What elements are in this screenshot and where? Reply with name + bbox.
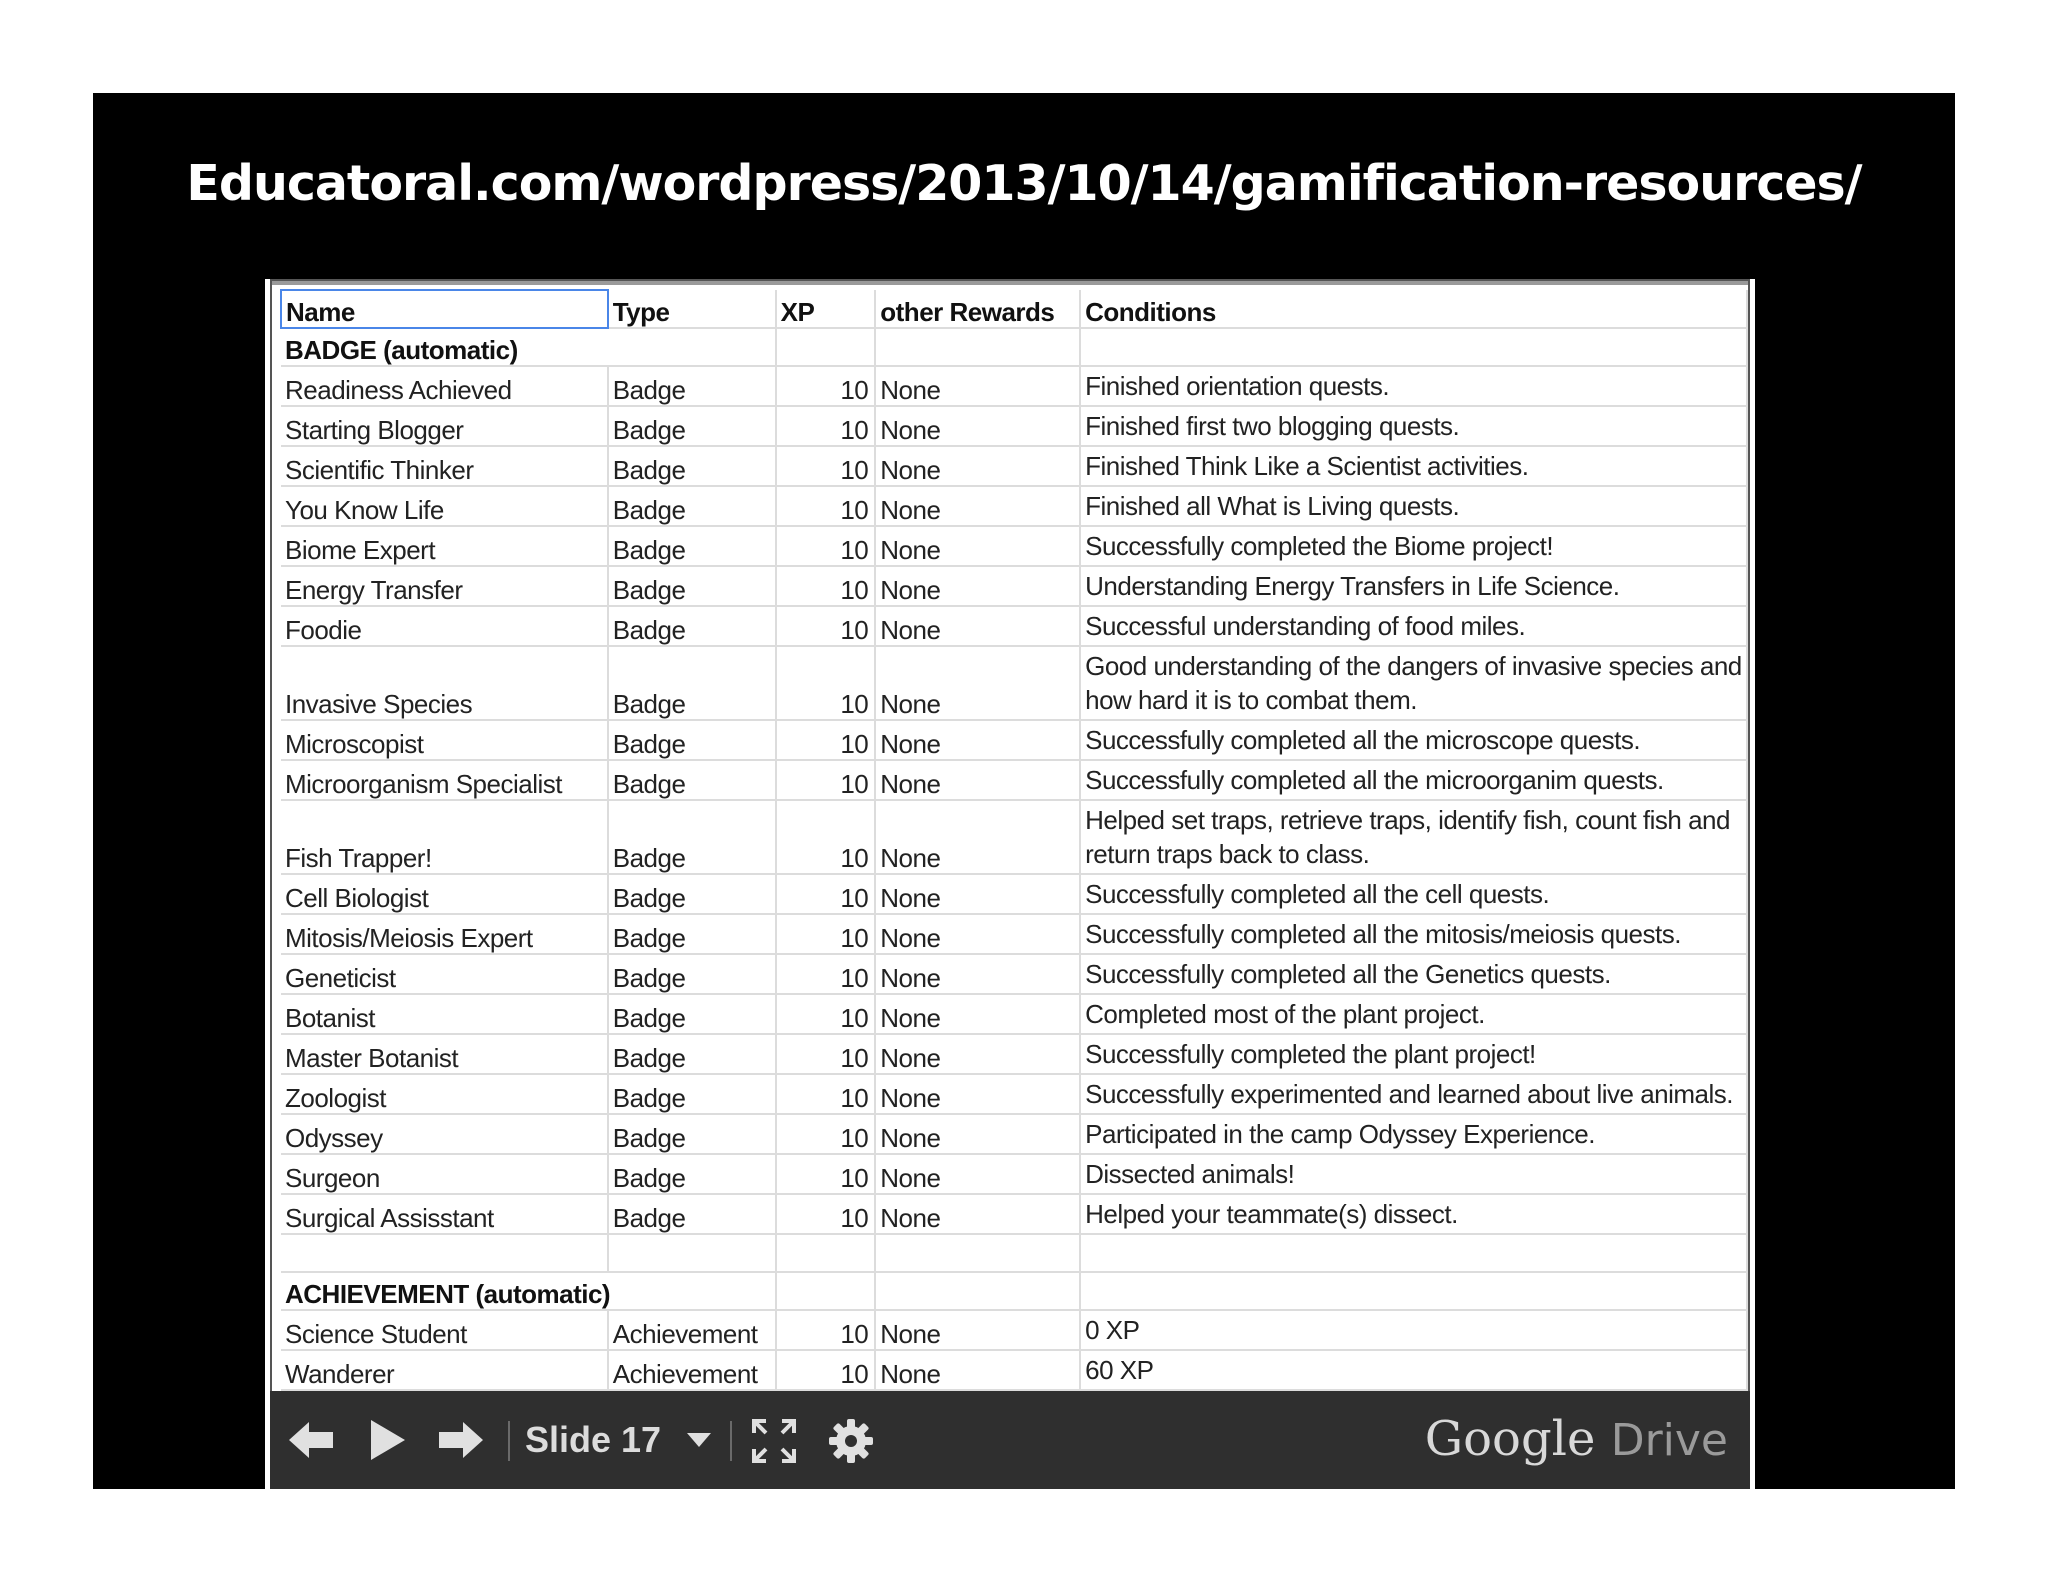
cell-type[interactable]: Badge (608, 526, 776, 566)
cell-xp[interactable]: 10 (776, 406, 876, 446)
cell-name[interactable]: Fish Trapper! (281, 800, 608, 874)
cell-condition[interactable]: Finished all What is Living quests. (1080, 486, 1747, 526)
cell-type[interactable]: Badge (608, 1114, 776, 1154)
gamification-table (280, 289, 1748, 1471)
cell-type[interactable]: Badge (608, 914, 776, 954)
section-row-achievement (281, 1272, 1747, 1310)
table-row (281, 914, 1747, 954)
cell-type[interactable]: Badge (608, 406, 776, 446)
table-row (281, 1034, 1747, 1074)
cell-type[interactable]: Badge (608, 1074, 776, 1114)
cell-reward[interactable]: None (875, 1074, 1080, 1114)
cell-xp[interactable]: 10 (776, 1114, 876, 1154)
cell-xp[interactable]: 10 (776, 994, 876, 1034)
cell-name[interactable]: Surgical Assisstant (281, 1194, 608, 1234)
cell-name[interactable]: Geneticist (281, 954, 608, 994)
cell-reward[interactable]: None (875, 1310, 1080, 1350)
cell-name[interactable]: Cell Biologist (281, 874, 608, 914)
back-arrow-icon[interactable] (284, 1415, 338, 1465)
cell-reward[interactable]: None (875, 760, 1080, 800)
cell-condition[interactable]: 60 XP (1080, 1350, 1747, 1390)
column-header-name[interactable]: Name (281, 290, 608, 328)
cell-reward[interactable]: None (875, 994, 1080, 1034)
cell-reward[interactable]: None (875, 800, 1080, 874)
cell-reward[interactable]: None (875, 366, 1080, 406)
brand-google: Google (1424, 1411, 1596, 1467)
cell-condition[interactable]: Successful understanding of food miles. (1080, 606, 1747, 646)
cell-reward[interactable]: None (875, 1154, 1080, 1194)
cell-condition[interactable]: Finished Think Like a Scientist activities. (1080, 446, 1747, 486)
cell-xp[interactable]: 10 (776, 1350, 876, 1390)
presentation-toolbar (270, 1391, 1750, 1489)
table-row (281, 1310, 1747, 1350)
brand-drive: Drive (1610, 1415, 1728, 1466)
cell-xp[interactable]: 10 (776, 1310, 876, 1350)
cell-type[interactable]: Badge (608, 1034, 776, 1074)
column-header-rewards[interactable]: other Rewards (875, 290, 1080, 328)
cell-condition[interactable]: Completed most of the plant project. (1080, 994, 1747, 1034)
cell-name[interactable]: Odyssey (281, 1114, 608, 1154)
cell-name[interactable]: Master Botanist (281, 1034, 608, 1074)
cell-reward[interactable]: None (875, 486, 1080, 526)
cell-type[interactable]: Badge (608, 1154, 776, 1194)
cell-condition[interactable]: Dissected animals! (1080, 1154, 1747, 1194)
cell-name[interactable]: Science Student (281, 1310, 608, 1350)
table-row (281, 566, 1747, 606)
cell-reward[interactable]: None (875, 720, 1080, 760)
cell-type[interactable]: Badge (608, 486, 776, 526)
cell-name[interactable]: Botanist (281, 994, 608, 1034)
section-row-badge (281, 328, 1747, 366)
cell-xp[interactable]: 10 (776, 760, 876, 800)
cell-xp[interactable]: 10 (776, 486, 876, 526)
cell-name[interactable]: You Know Life (281, 486, 608, 526)
cell-type[interactable]: Badge (608, 646, 776, 720)
table-row (281, 646, 1747, 720)
table-row (281, 954, 1747, 994)
cell-type[interactable]: Badge (608, 874, 776, 914)
slide (93, 93, 1955, 1489)
cell-condition[interactable]: Successfully completed all the microscope quests. (1080, 720, 1747, 760)
cell-name[interactable]: Energy Transfer (281, 566, 608, 606)
cell-xp[interactable]: 10 (776, 874, 876, 914)
cell-name[interactable]: Microorganism Specialist (281, 760, 608, 800)
cell-xp[interactable]: 10 (776, 1194, 876, 1234)
section-label-achievement[interactable]: ACHIEVEMENT (automatic) (281, 1272, 776, 1310)
cell-name[interactable]: Wanderer (281, 1350, 608, 1390)
slide-number-label[interactable]: Slide 17 (525, 1419, 662, 1460)
cell-xp[interactable]: 10 (776, 446, 876, 486)
cell-name[interactable]: Scientific Thinker (281, 446, 608, 486)
cell-xp[interactable]: 10 (776, 1074, 876, 1114)
cell-reward[interactable]: None (875, 1350, 1080, 1390)
cell-name[interactable]: Surgeon (281, 1154, 608, 1194)
cell-reward[interactable]: None (875, 874, 1080, 914)
cell-name[interactable]: Microscopist (281, 720, 608, 760)
cell-name[interactable]: Zoologist (281, 1074, 608, 1114)
column-header-xp[interactable]: XP (776, 290, 876, 328)
cell-reward[interactable]: None (875, 954, 1080, 994)
cell-xp[interactable]: 10 (776, 914, 876, 954)
cell-reward[interactable]: None (875, 1194, 1080, 1234)
table-row (281, 1350, 1747, 1390)
table-row (281, 486, 1747, 526)
cell-type[interactable]: Badge (608, 760, 776, 800)
cell-type[interactable]: Badge (608, 720, 776, 760)
cell-name[interactable]: Mitosis/Meiosis Expert (281, 914, 608, 954)
cell-condition[interactable]: Successfully completed all the Genetics quests. (1080, 954, 1747, 994)
header-row (281, 290, 1747, 328)
table-row (281, 1194, 1747, 1234)
cell-type[interactable]: Badge (608, 994, 776, 1034)
cell-xp[interactable]: 10 (776, 566, 876, 606)
cell-xp[interactable]: 10 (776, 606, 876, 646)
gear-icon[interactable] (825, 1415, 877, 1467)
slide-title: Educatoral.com/wordpress/2013/10/14/gamification-resources/ (186, 155, 1862, 212)
cell-reward[interactable]: None (875, 606, 1080, 646)
cell-type[interactable]: Achievement (608, 1310, 776, 1350)
cell-condition[interactable]: Successfully completed the Biome project! (1080, 526, 1747, 566)
cell-condition[interactable]: Successfully completed all the cell quests. (1080, 874, 1747, 914)
table-row (281, 406, 1747, 446)
cell-type[interactable]: Badge (608, 446, 776, 486)
cell-reward[interactable]: None (875, 1114, 1080, 1154)
cell-reward[interactable]: None (875, 1034, 1080, 1074)
toolbar-separator (508, 1421, 510, 1461)
cell-condition[interactable]: Helped set traps, retrieve traps, identify fish, count fish and return traps back to class. (1080, 800, 1747, 874)
cell-name[interactable]: Invasive Species (281, 646, 608, 720)
cell-condition[interactable]: Successfully completed all the microorganim quests. (1080, 760, 1747, 800)
sheet-top-band (272, 281, 1748, 285)
table-row (281, 526, 1747, 566)
cell-type[interactable]: Achievement (608, 1350, 776, 1390)
column-header-type[interactable]: Type (608, 290, 776, 328)
table-row (281, 446, 1747, 486)
cell-reward[interactable]: None (875, 914, 1080, 954)
toolbar-separator (730, 1421, 732, 1461)
cell-type[interactable]: Badge (608, 606, 776, 646)
cell-condition[interactable]: 0 XP (1080, 1310, 1747, 1350)
cell-condition[interactable]: Successfully completed the plant project! (1080, 1034, 1747, 1074)
forward-arrow-icon[interactable] (434, 1415, 488, 1465)
cell-name[interactable]: Readiness Achieved (281, 366, 608, 406)
table-row (281, 1074, 1747, 1114)
cell-type[interactable]: Badge (608, 566, 776, 606)
cell-name[interactable]: Foodie (281, 606, 608, 646)
table-row (281, 760, 1747, 800)
embedded-viewer (265, 279, 1755, 1489)
cell-reward[interactable]: None (875, 446, 1080, 486)
table-row (281, 1114, 1747, 1154)
cell-type[interactable]: Badge (608, 954, 776, 994)
google-drive-logo (1425, 1409, 1728, 1469)
dropdown-caret-icon[interactable] (685, 1427, 713, 1453)
cell-xp[interactable]: 10 (776, 526, 876, 566)
table-row (281, 1154, 1747, 1194)
cell-condition[interactable]: Helped your teammate(s) dissect. (1080, 1194, 1747, 1234)
play-icon[interactable] (362, 1415, 412, 1465)
cell-reward[interactable]: None (875, 526, 1080, 566)
table-row (281, 366, 1747, 406)
cell-reward[interactable]: None (875, 406, 1080, 446)
empty-row (281, 1234, 1747, 1272)
table-row (281, 606, 1747, 646)
cell-reward[interactable]: None (875, 646, 1080, 720)
column-header-conditions[interactable]: Conditions (1080, 290, 1747, 328)
cell-condition[interactable]: Successfully completed all the mitosis/meiosis quests. (1080, 914, 1747, 954)
table-row (281, 994, 1747, 1034)
table-row (281, 800, 1747, 874)
table-row (281, 874, 1747, 914)
cell-condition[interactable]: Understanding Energy Transfers in Life Science. (1080, 566, 1747, 606)
cell-xp[interactable]: 10 (776, 366, 876, 406)
cell-condition[interactable]: Finished orientation quests. (1080, 366, 1747, 406)
cell-xp[interactable]: 10 (776, 800, 876, 874)
cell-condition[interactable]: Finished first two blogging quests. (1080, 406, 1747, 446)
cell-type[interactable]: Badge (608, 366, 776, 406)
cell-xp[interactable]: 10 (776, 720, 876, 760)
cell-xp[interactable]: 10 (776, 646, 876, 720)
cell-reward[interactable]: None (875, 566, 1080, 606)
cell-type[interactable]: Badge (608, 1194, 776, 1234)
cell-xp[interactable]: 10 (776, 1034, 876, 1074)
spreadsheet (270, 279, 1750, 1391)
cell-type[interactable]: Badge (608, 800, 776, 874)
cell-condition[interactable]: Good understanding of the dangers of invasive species and how hard it is to combat them. (1080, 646, 1747, 720)
cell-xp[interactable]: 10 (776, 954, 876, 994)
cell-name[interactable]: Starting Blogger (281, 406, 608, 446)
table-row (281, 720, 1747, 760)
section-label-badge[interactable]: BADGE (automatic) (281, 328, 776, 366)
cell-name[interactable]: Biome Expert (281, 526, 608, 566)
cell-condition[interactable]: Participated in the camp Odyssey Experience. (1080, 1114, 1747, 1154)
cell-xp[interactable]: 10 (776, 1154, 876, 1194)
fullscreen-icon[interactable] (748, 1415, 800, 1467)
cell-condition[interactable]: Successfully experimented and learned about live animals. (1080, 1074, 1747, 1114)
